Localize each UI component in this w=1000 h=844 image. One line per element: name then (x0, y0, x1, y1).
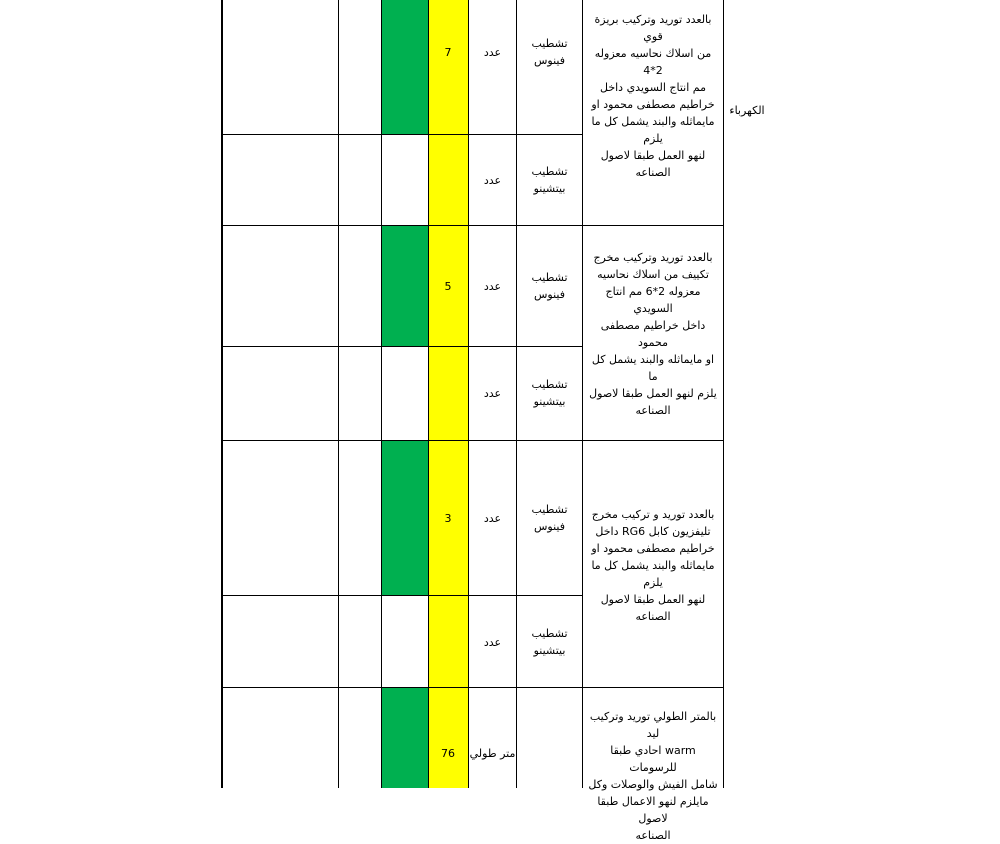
grid-line (221, 225, 724, 226)
grid-line (381, 0, 382, 788)
grid-line (221, 595, 583, 596)
qty-value: 3 (444, 511, 452, 525)
grid-line (221, 440, 724, 441)
grid-line (221, 687, 724, 688)
qty-cell-fill (428, 687, 468, 788)
qty-cell-fill (428, 225, 468, 440)
unit-label: متر طولي (469, 746, 516, 760)
grid-line (338, 0, 339, 788)
green-cell (381, 0, 428, 134)
unit-label: عدد (483, 386, 502, 400)
green-cell (381, 440, 428, 595)
finish-label: تشطيب فينوس (531, 271, 568, 301)
qty-value: 76 (441, 746, 455, 760)
finish-label: تشطيب بيتشينو (531, 165, 568, 195)
unit-label: عدد (483, 635, 502, 649)
item-description: بالعدد توريد و تركيب مخرج تليفزيون كابل RG6 داخل خراطيم مصطفى محمود او مايماثله والبند يشمل كل ما يلزم لنهو العمل طبقا لاصول الصناعه (591, 507, 715, 623)
qty-cell-fill (428, 0, 468, 225)
finish-label: تشطيب فينوس (531, 37, 568, 67)
qty-cell-fill (428, 440, 468, 687)
qty-value: 7 (444, 45, 452, 59)
unit-label: عدد (483, 45, 502, 59)
unit-label: عدد (483, 511, 502, 525)
section-label: الكهرباء (729, 103, 765, 117)
green-cell (381, 687, 428, 788)
grid-line (221, 0, 223, 788)
item-description: بالعدد توريد وتركيب بريزة قوي من اسلاك نحاسيه معزوله 2*4 مم انتاج السويدي داخل خراطيم مصطفى محمود او مايماثله والبند يشمل كل ما يلزم لنهو العمل طبقا لاصول الصناعه (591, 13, 715, 179)
qty-value: 5 (444, 279, 452, 293)
finish-label: تشطيب بيتشينو (531, 378, 568, 408)
finish-label: تشطيب بيتشينو (531, 627, 568, 657)
unit-label: عدد (483, 279, 502, 293)
green-cell (381, 225, 428, 346)
grid-line (428, 0, 429, 788)
item-description: بالمتر الطولي توريد وتركيب ليد warm احادي طبقا للرسومات شامل الفيش والوصلات وكل مايلزم لنهو الاعمال طبقا لاصول الصناعه (588, 710, 718, 842)
grid-line (221, 134, 583, 135)
unit-label: عدد (483, 173, 502, 187)
item-description: بالعدد توريد وتركيب مخرج تكييف من اسلاك نحاسيه معزوله 2*6 مم انتاج السويدي داخل خراطيم مصطفى محمود او مايماثله والبند يشمل كل ما يلزم لنهو العمل طبقا لاصول الصناعه (589, 251, 717, 417)
finish-label: تشطيب فينوس (531, 503, 568, 533)
grid-line (221, 346, 583, 347)
